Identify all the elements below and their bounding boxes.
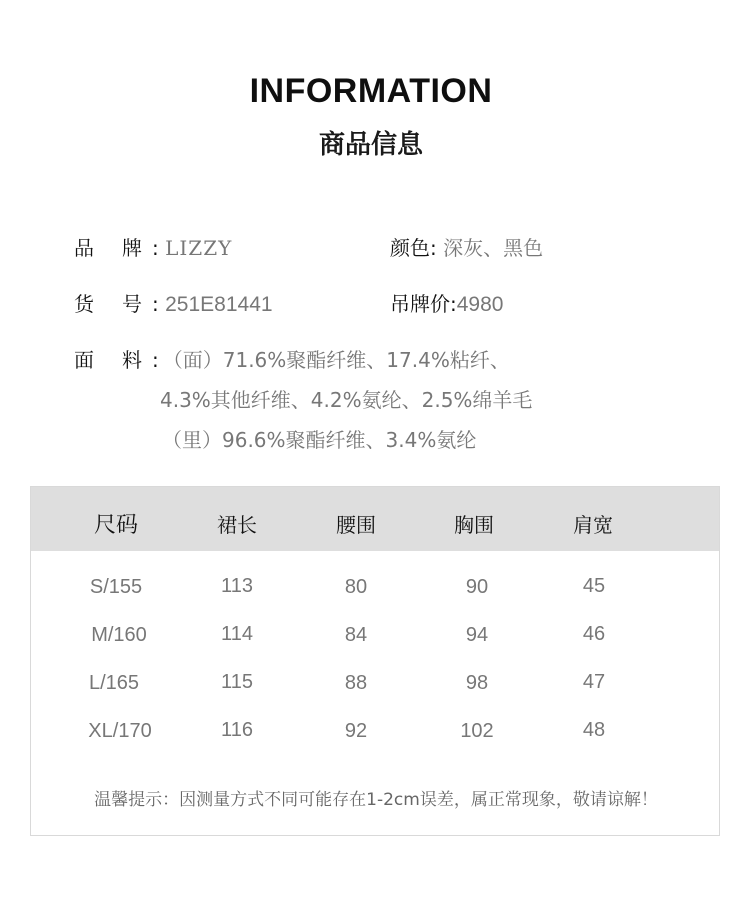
table-cell-shoulder: 45 — [582, 575, 606, 597]
table-cell-dress-length: 115 — [221, 671, 253, 693]
title-chinese: 商品信息 — [318, 130, 423, 160]
brand-value: LIZZY — [165, 236, 233, 260]
table-cell-size: M/160 — [91, 624, 147, 646]
item-number-row — [74, 294, 273, 315]
fabric-line-1: （面）71.6%聚酯纤维、17.4%粘纤、 — [162, 348, 510, 372]
item-number-value: 251E81441 — [165, 293, 273, 316]
table-cell-waist: 92 — [344, 720, 368, 742]
item-number-colon: : — [152, 292, 159, 316]
column-header-waist: 腰围 — [336, 513, 376, 537]
table-cell-dress-length: 114 — [221, 623, 253, 645]
table-cell-size: XL/170 — [88, 720, 152, 742]
fabric-label — [74, 350, 152, 370]
fabric-label-char-2: 料 — [122, 348, 142, 372]
table-cell-shoulder: 48 — [582, 719, 606, 741]
price-value: 4980 — [456, 293, 504, 316]
item-number-label-char-1: 货 — [74, 292, 94, 316]
size-table — [30, 486, 720, 836]
brand-label — [74, 238, 152, 258]
title-english: INFORMATION — [249, 72, 493, 110]
column-header-shoulder: 肩宽 — [573, 513, 613, 537]
table-cell-bust: 98 — [465, 672, 489, 694]
brand-label-char-1: 品 — [74, 236, 94, 260]
size-table-header — [31, 487, 719, 551]
color-row — [390, 238, 543, 258]
table-cell-dress-length: 113 — [221, 575, 253, 597]
fabric-colon: : — [152, 348, 159, 372]
table-cell-shoulder: 46 — [582, 623, 606, 645]
table-cell-waist: 80 — [344, 576, 368, 598]
column-header-bust: 胸围 — [454, 513, 494, 537]
color-value: 深灰、黑色 — [443, 236, 544, 260]
fabric-label-char-1: 面 — [74, 348, 94, 372]
brand-label-char-2: 牌 — [122, 236, 142, 260]
table-cell-size: S/155 — [89, 576, 143, 598]
fabric-row — [74, 350, 510, 370]
column-header-size: 尺码 — [93, 513, 139, 538]
table-cell-bust: 90 — [465, 576, 489, 598]
price-row — [390, 294, 503, 315]
column-header-dress-length: 裙长 — [217, 513, 257, 537]
item-number-label — [74, 294, 152, 314]
fabric-line-3: （里）96.6%聚酯纤维、3.4%氨纶 — [162, 428, 477, 452]
table-cell-shoulder: 47 — [582, 671, 606, 693]
table-cell-bust: 102 — [460, 720, 494, 742]
table-cell-dress-length: 116 — [221, 719, 253, 741]
measurement-note: 温馨提示：因测量方式不同可能存在1-2cm误差，属正常现象，敬请谅解！ — [94, 790, 658, 810]
table-cell-bust: 94 — [465, 624, 489, 646]
table-cell-waist: 88 — [344, 672, 368, 694]
brand-row — [74, 238, 232, 258]
brand-colon: : — [152, 236, 159, 260]
color-label: 颜色 — [390, 236, 430, 260]
fabric-line-2: 4.3%其他纤维、4.2%氨纶、2.5%绵羊毛 — [160, 388, 533, 412]
table-cell-waist: 84 — [344, 624, 368, 646]
color-colon: : — [430, 236, 437, 260]
price-label: 吊牌价 — [390, 292, 450, 316]
table-cell-size: L/165 — [88, 672, 140, 694]
price-colon: : — [450, 292, 457, 316]
item-number-label-char-2: 号 — [122, 292, 142, 316]
